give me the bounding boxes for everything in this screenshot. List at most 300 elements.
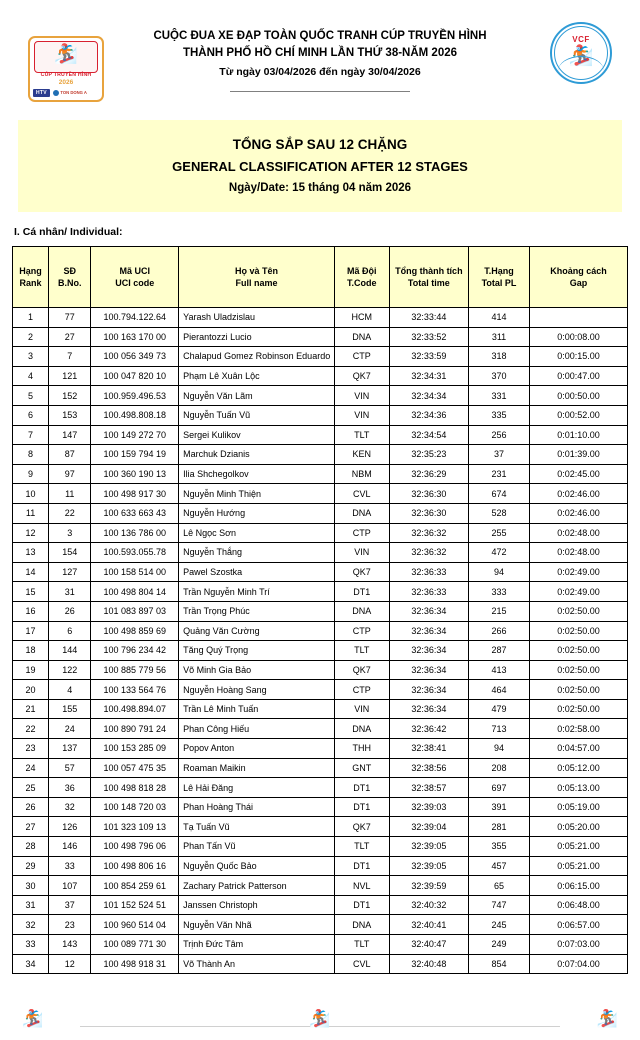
cell-full-name: Quảng Văn Cường: [179, 621, 335, 641]
table-row: [13, 660, 628, 680]
cell-full-name: Lê Hải Đăng: [179, 778, 335, 798]
cell-total-time: 32:33:59: [389, 347, 468, 367]
cell-rank: 17: [13, 621, 49, 641]
cell-full-name: Võ Thành An: [179, 954, 335, 974]
cell-uci-code: 100 498 804 14: [91, 582, 179, 602]
cell-bib-number: 26: [49, 601, 91, 621]
column-header-name: [179, 247, 335, 308]
classification-title-band: [18, 120, 622, 212]
cell-gap: 0:02:45.00: [529, 464, 627, 484]
cell-bib-number: 27: [49, 327, 91, 347]
table-row: [13, 954, 628, 974]
table-row: [13, 405, 628, 425]
cell-uci-code: 101 323 109 13: [91, 817, 179, 837]
cell-bib-number: 144: [49, 641, 91, 661]
cell-gap: 0:01:39.00: [529, 445, 627, 465]
table-row: [13, 464, 628, 484]
column-header-gap: [529, 247, 627, 308]
cell-rank: 31: [13, 895, 49, 915]
header-title-block: [110, 28, 530, 92]
cell-total-time: 32:34:36: [389, 405, 468, 425]
cell-uci-code: 100 149 272 70: [91, 425, 179, 445]
cell-gap: 0:02:46.00: [529, 503, 627, 523]
cell-uci-code: 101 152 524 51: [91, 895, 179, 915]
table-header-row: [13, 247, 628, 308]
cell-bib-number: 154: [49, 543, 91, 563]
cell-total-time: 32:40:47: [389, 935, 468, 955]
cyclist-icon: 🏂: [309, 1009, 331, 1029]
cell-team-code: VIN: [334, 699, 389, 719]
table-row: [13, 308, 628, 328]
cell-team-code: QK7: [334, 660, 389, 680]
cell-total-time: 32:36:34: [389, 680, 468, 700]
table-row: [13, 562, 628, 582]
cell-rank: 2: [13, 327, 49, 347]
cell-full-name: Phan Hoàng Thái: [179, 797, 335, 817]
column-header-rank: [13, 247, 49, 308]
cell-rank: 8: [13, 445, 49, 465]
cell-total-time: 32:36:33: [389, 582, 468, 602]
cell-gap: 0:05:12.00: [529, 758, 627, 778]
cell-team-code: KEN: [334, 445, 389, 465]
cell-full-name: Nguyễn Minh Thiện: [179, 484, 335, 504]
column-header-uci-vn: Mã UCI: [119, 266, 151, 276]
cell-bib-number: 32: [49, 797, 91, 817]
column-header-name-en: Full name: [235, 278, 278, 288]
cell-uci-code: 100 498 796 06: [91, 837, 179, 857]
cell-total-pl: 528: [469, 503, 530, 523]
cell-bib-number: 57: [49, 758, 91, 778]
cell-uci-code: 100 089 771 30: [91, 935, 179, 955]
cell-team-code: TLT: [334, 425, 389, 445]
cell-rank: 9: [13, 464, 49, 484]
cell-uci-code: 100 498 818 28: [91, 778, 179, 798]
cell-total-time: 32:39:05: [389, 856, 468, 876]
cell-uci-code: 100 796 234 42: [91, 641, 179, 661]
table-row: [13, 719, 628, 739]
cell-gap: 0:02:50.00: [529, 601, 627, 621]
cell-full-name: Nguyễn Văn Lãm: [179, 386, 335, 406]
column-header-team-vn: Mã Đội: [347, 266, 377, 276]
cell-gap: 0:05:21.00: [529, 837, 627, 857]
cell-uci-code: 100 960 514 04: [91, 915, 179, 935]
cell-bib-number: 11: [49, 484, 91, 504]
table-row: [13, 797, 628, 817]
cell-gap: 0:05:13.00: [529, 778, 627, 798]
cell-team-code: DNA: [334, 719, 389, 739]
cell-gap: 0:05:21.00: [529, 856, 627, 876]
cell-team-code: QK7: [334, 366, 389, 386]
cell-total-time: 32:39:59: [389, 876, 468, 896]
cell-total-pl: 464: [469, 680, 530, 700]
cell-team-code: CVL: [334, 484, 389, 504]
cell-full-name: Nguyễn Tuấn Vũ: [179, 405, 335, 425]
cell-total-pl: 697: [469, 778, 530, 798]
cell-total-time: 32:36:34: [389, 621, 468, 641]
cell-full-name: Nguyễn Thắng: [179, 543, 335, 563]
cell-full-name: Yarash Uladzislau: [179, 308, 335, 328]
cell-uci-code: 100 153 285 09: [91, 739, 179, 759]
cell-uci-code: 100 047 820 10: [91, 366, 179, 386]
cell-rank: 10: [13, 484, 49, 504]
cell-team-code: CTP: [334, 680, 389, 700]
cell-full-name: Sergei Kulikov: [179, 425, 335, 445]
cell-bib-number: 122: [49, 660, 91, 680]
cell-uci-code: 100.593.055.78: [91, 543, 179, 563]
cell-total-time: 32:40:48: [389, 954, 468, 974]
table-row: [13, 680, 628, 700]
cell-team-code: CVL: [334, 954, 389, 974]
results-table-wrapper: [12, 246, 628, 974]
cell-total-time: 32:36:34: [389, 660, 468, 680]
cell-gap: 0:00:50.00: [529, 386, 627, 406]
cell-team-code: DNA: [334, 327, 389, 347]
cell-total-time: 32:36:30: [389, 484, 468, 504]
cell-bib-number: 3: [49, 523, 91, 543]
cell-uci-code: 100.498.808.18: [91, 405, 179, 425]
cell-full-name: Trần Nguyễn Minh Trí: [179, 582, 335, 602]
cell-total-pl: 287: [469, 641, 530, 661]
cell-full-name: Zachary Patrick Patterson: [179, 876, 335, 896]
cell-rank: 32: [13, 915, 49, 935]
cell-full-name: Lê Ngọc Sơn: [179, 523, 335, 543]
cell-total-pl: 318: [469, 347, 530, 367]
cell-total-pl: 281: [469, 817, 530, 837]
column-header-total-pl: [469, 247, 530, 308]
cell-gap: 0:02:50.00: [529, 641, 627, 661]
table-row: [13, 327, 628, 347]
cell-total-pl: 713: [469, 719, 530, 739]
table-row: [13, 895, 628, 915]
cell-rank: 23: [13, 739, 49, 759]
cell-uci-code: 100 056 349 73: [91, 347, 179, 367]
cell-total-pl: 414: [469, 308, 530, 328]
cell-rank: 34: [13, 954, 49, 974]
table-header: [13, 247, 628, 308]
cell-bib-number: 87: [49, 445, 91, 465]
column-header-total-pl-en: Total PL: [481, 278, 517, 288]
cell-team-code: DT1: [334, 797, 389, 817]
column-header-bib: [49, 247, 91, 308]
vcf-label: VCF: [572, 35, 590, 44]
cell-rank: 6: [13, 405, 49, 425]
cell-total-time: 32:36:34: [389, 641, 468, 661]
column-header-rank-en: Rank: [19, 278, 42, 288]
cell-total-pl: 391: [469, 797, 530, 817]
table-row: [13, 935, 628, 955]
cell-gap: 0:05:19.00: [529, 797, 627, 817]
cell-bib-number: 31: [49, 582, 91, 602]
cell-team-code: CTP: [334, 523, 389, 543]
cell-total-time: 32:33:44: [389, 308, 468, 328]
cell-gap: 0:00:08.00: [529, 327, 627, 347]
cell-rank: 14: [13, 562, 49, 582]
cell-gap: 0:00:15.00: [529, 347, 627, 367]
cell-total-time: 32:39:04: [389, 817, 468, 837]
cell-gap: 0:06:48.00: [529, 895, 627, 915]
cell-team-code: DT1: [334, 895, 389, 915]
ton-dong-a-label: TON DONG A: [60, 90, 87, 95]
cell-uci-code: 100 360 190 13: [91, 464, 179, 484]
general-classification-table: [12, 246, 628, 974]
cell-gap: 0:00:52.00: [529, 405, 627, 425]
cell-rank: 24: [13, 758, 49, 778]
cell-uci-code: 100 890 791 24: [91, 719, 179, 739]
cell-team-code: HCM: [334, 308, 389, 328]
logo-year: 2026: [58, 79, 74, 86]
cell-uci-code: 100 133 564 76: [91, 680, 179, 700]
column-header-team-en: T.Code: [347, 278, 377, 288]
cyclist-icon: 🏂: [568, 45, 594, 67]
table-row: [13, 445, 628, 465]
table-row: [13, 739, 628, 759]
cell-full-name: Trần Trọng Phúc: [179, 601, 335, 621]
column-header-gap-en: Gap: [569, 278, 588, 288]
cyclist-icon: 🏂: [22, 1009, 44, 1029]
cell-team-code: VIN: [334, 405, 389, 425]
cell-total-pl: 333: [469, 582, 530, 602]
cell-bib-number: 137: [49, 739, 91, 759]
cell-team-code: DNA: [334, 915, 389, 935]
cell-total-pl: 854: [469, 954, 530, 974]
cell-uci-code: 100 136 786 00: [91, 523, 179, 543]
cell-rank: 27: [13, 817, 49, 837]
cell-bib-number: 12: [49, 954, 91, 974]
cell-total-pl: 245: [469, 915, 530, 935]
column-header-uci: [91, 247, 179, 308]
table-row: [13, 817, 628, 837]
cell-rank: 21: [13, 699, 49, 719]
cell-gap: 0:04:57.00: [529, 739, 627, 759]
cell-rank: 12: [13, 523, 49, 543]
cell-full-name: Chalapud Gomez Robinson Eduardo: [179, 347, 335, 367]
column-header-bib-vn: SĐ: [63, 266, 77, 276]
cell-team-code: GNT: [334, 758, 389, 778]
header-divider: [230, 91, 410, 92]
cell-rank: 15: [13, 582, 49, 602]
table-row: [13, 876, 628, 896]
cell-total-time: 32:36:42: [389, 719, 468, 739]
cell-total-time: 32:34:54: [389, 425, 468, 445]
table-row: [13, 484, 628, 504]
cell-bib-number: 33: [49, 856, 91, 876]
cell-full-name: Trần Lê Minh Tuấn: [179, 699, 335, 719]
cell-gap: 0:02:50.00: [529, 660, 627, 680]
table-row: [13, 641, 628, 661]
cell-rank: 7: [13, 425, 49, 445]
cell-total-time: 32:39:05: [389, 837, 468, 857]
cell-total-pl: 331: [469, 386, 530, 406]
table-row: [13, 601, 628, 621]
cell-full-name: Marchuk Dzianis: [179, 445, 335, 465]
cell-full-name: Popov Anton: [179, 739, 335, 759]
table-body: [13, 308, 628, 974]
cell-gap: 0:02:46.00: [529, 484, 627, 504]
cell-total-time: 32:36:30: [389, 503, 468, 523]
cell-full-name: Janssen Christoph: [179, 895, 335, 915]
cell-total-pl: 94: [469, 562, 530, 582]
cyclist-icon: 🏂: [54, 44, 78, 65]
cell-total-pl: 370: [469, 366, 530, 386]
cell-bib-number: 7: [49, 347, 91, 367]
table-row: [13, 366, 628, 386]
cell-total-time: 32:40:32: [389, 895, 468, 915]
cell-uci-code: 100.794.122.64: [91, 308, 179, 328]
cell-total-pl: 457: [469, 856, 530, 876]
column-header-total-time-vn: Tổng thành tích: [395, 266, 463, 276]
cell-gap: 0:06:15.00: [529, 876, 627, 896]
table-row: [13, 915, 628, 935]
cell-rank: 20: [13, 680, 49, 700]
cell-total-pl: 472: [469, 543, 530, 563]
cell-rank: 22: [13, 719, 49, 739]
cell-total-time: 32:40:41: [389, 915, 468, 935]
cell-bib-number: 152: [49, 386, 91, 406]
cell-rank: 11: [13, 503, 49, 523]
cell-uci-code: 100 163 170 00: [91, 327, 179, 347]
event-title-line2: THÀNH PHỐ HỒ CHÍ MINH LẦN THỨ 38-NĂM 2026: [182, 47, 458, 59]
cell-total-time: 32:36:32: [389, 523, 468, 543]
table-row: [13, 386, 628, 406]
cell-uci-code: 100 885 779 56: [91, 660, 179, 680]
cell-rank: 30: [13, 876, 49, 896]
column-header-bib-en: B.No.: [58, 278, 82, 288]
classification-title-vn: TỔNG SẮP SAU 12 CHẶNG: [232, 137, 408, 152]
cell-uci-code: 100 498 859 69: [91, 621, 179, 641]
cell-gap: 0:02:49.00: [529, 562, 627, 582]
cell-uci-code: 101 083 897 03: [91, 601, 179, 621]
cell-total-pl: 355: [469, 837, 530, 857]
cell-team-code: DT1: [334, 582, 389, 602]
document-header: [0, 0, 640, 112]
cell-total-time: 32:34:34: [389, 386, 468, 406]
column-header-total-time-en: Total time: [407, 278, 450, 288]
cell-gap: 0:00:47.00: [529, 366, 627, 386]
cell-full-name: Võ Minh Gia Bảo: [179, 660, 335, 680]
cell-bib-number: 4: [49, 680, 91, 700]
cell-uci-code: 100 498 806 16: [91, 856, 179, 876]
cup-truyen-hinh-logo: [28, 36, 104, 102]
table-row: [13, 582, 628, 602]
column-header-name-vn: Họ và Tên: [235, 266, 279, 276]
cell-total-time: 32:34:31: [389, 366, 468, 386]
cell-gap: 0:02:58.00: [529, 719, 627, 739]
cell-rank: 13: [13, 543, 49, 563]
cell-bib-number: 153: [49, 405, 91, 425]
table-row: [13, 837, 628, 857]
cell-gap: 0:02:48.00: [529, 543, 627, 563]
cell-rank: 3: [13, 347, 49, 367]
cell-uci-code: 100 633 663 43: [91, 503, 179, 523]
cell-uci-code: 100 148 720 03: [91, 797, 179, 817]
cell-total-pl: 256: [469, 425, 530, 445]
cell-full-name: Pawel Szostka: [179, 562, 335, 582]
cell-uci-code: 100 057 475 35: [91, 758, 179, 778]
logo-brands: [33, 88, 99, 97]
column-header-total-time: [389, 247, 468, 308]
cell-bib-number: 24: [49, 719, 91, 739]
cell-total-time: 32:36:29: [389, 464, 468, 484]
cell-gap: 0:02:50.00: [529, 621, 627, 641]
cell-total-pl: 479: [469, 699, 530, 719]
cell-bib-number: 37: [49, 895, 91, 915]
table-row: [13, 425, 628, 445]
cell-total-pl: 231: [469, 464, 530, 484]
cell-gap: 0:05:20.00: [529, 817, 627, 837]
cell-team-code: NBM: [334, 464, 389, 484]
cell-team-code: DNA: [334, 503, 389, 523]
vcf-federation-logo: [550, 22, 612, 84]
cell-rank: 26: [13, 797, 49, 817]
cell-total-pl: 266: [469, 621, 530, 641]
cell-total-pl: 413: [469, 660, 530, 680]
cell-team-code: TLT: [334, 641, 389, 661]
cell-rank: 16: [13, 601, 49, 621]
cell-gap: [529, 308, 627, 328]
cell-bib-number: 147: [49, 425, 91, 445]
cell-bib-number: 121: [49, 366, 91, 386]
ton-dong-a-brand: [53, 90, 87, 96]
cell-total-time: 32:36:32: [389, 543, 468, 563]
event-date-range: Từ ngày 03/04/2026 đến ngày 30/04/2026: [219, 66, 421, 78]
table-row: [13, 523, 628, 543]
classification-date: Ngày/Date: 15 tháng 04 năm 2026: [228, 182, 412, 194]
cell-total-pl: 747: [469, 895, 530, 915]
cell-bib-number: 77: [49, 308, 91, 328]
cell-gap: 0:01:10.00: [529, 425, 627, 445]
cell-rank: 1: [13, 308, 49, 328]
cell-total-time: 32:39:03: [389, 797, 468, 817]
cell-team-code: NVL: [334, 876, 389, 896]
cell-team-code: THH: [334, 739, 389, 759]
cell-bib-number: 97: [49, 464, 91, 484]
cell-full-name: Nguyễn Quốc Bảo: [179, 856, 335, 876]
cell-bib-number: 23: [49, 915, 91, 935]
table-row: [13, 347, 628, 367]
column-header-total-pl-vn: T.Hạng: [484, 266, 514, 276]
cell-total-time: 32:36:33: [389, 562, 468, 582]
cell-bib-number: 146: [49, 837, 91, 857]
cell-bib-number: 126: [49, 817, 91, 837]
cell-total-pl: 255: [469, 523, 530, 543]
section-label-individual: I. Cá nhân/ Individual:: [14, 226, 123, 238]
cell-team-code: QK7: [334, 817, 389, 837]
cell-uci-code: 100 498 918 31: [91, 954, 179, 974]
table-row: [13, 543, 628, 563]
cell-bib-number: 6: [49, 621, 91, 641]
cell-team-code: CTP: [334, 621, 389, 641]
cell-full-name: Phan Tấn Vũ: [179, 837, 335, 857]
column-header-team: [334, 247, 389, 308]
cell-full-name: Nguyễn Hướng: [179, 503, 335, 523]
cell-gap: 0:07:04.00: [529, 954, 627, 974]
cell-uci-code: 100 498 917 30: [91, 484, 179, 504]
cell-total-pl: 208: [469, 758, 530, 778]
column-header-gap-vn: Khoảng cách: [550, 266, 607, 276]
cell-bib-number: 22: [49, 503, 91, 523]
cell-gap: 0:02:48.00: [529, 523, 627, 543]
cell-rank: 28: [13, 837, 49, 857]
cell-full-name: Nguyễn Hoàng Sang: [179, 680, 335, 700]
cell-total-pl: 249: [469, 935, 530, 955]
cell-total-time: 32:36:34: [389, 699, 468, 719]
document-footer: [0, 996, 640, 1040]
cell-total-pl: 37: [469, 445, 530, 465]
table-row: [13, 621, 628, 641]
classification-title-en: GENERAL CLASSIFICATION AFTER 12 STAGES: [172, 159, 468, 174]
cell-team-code: TLT: [334, 837, 389, 857]
table-row: [13, 778, 628, 798]
